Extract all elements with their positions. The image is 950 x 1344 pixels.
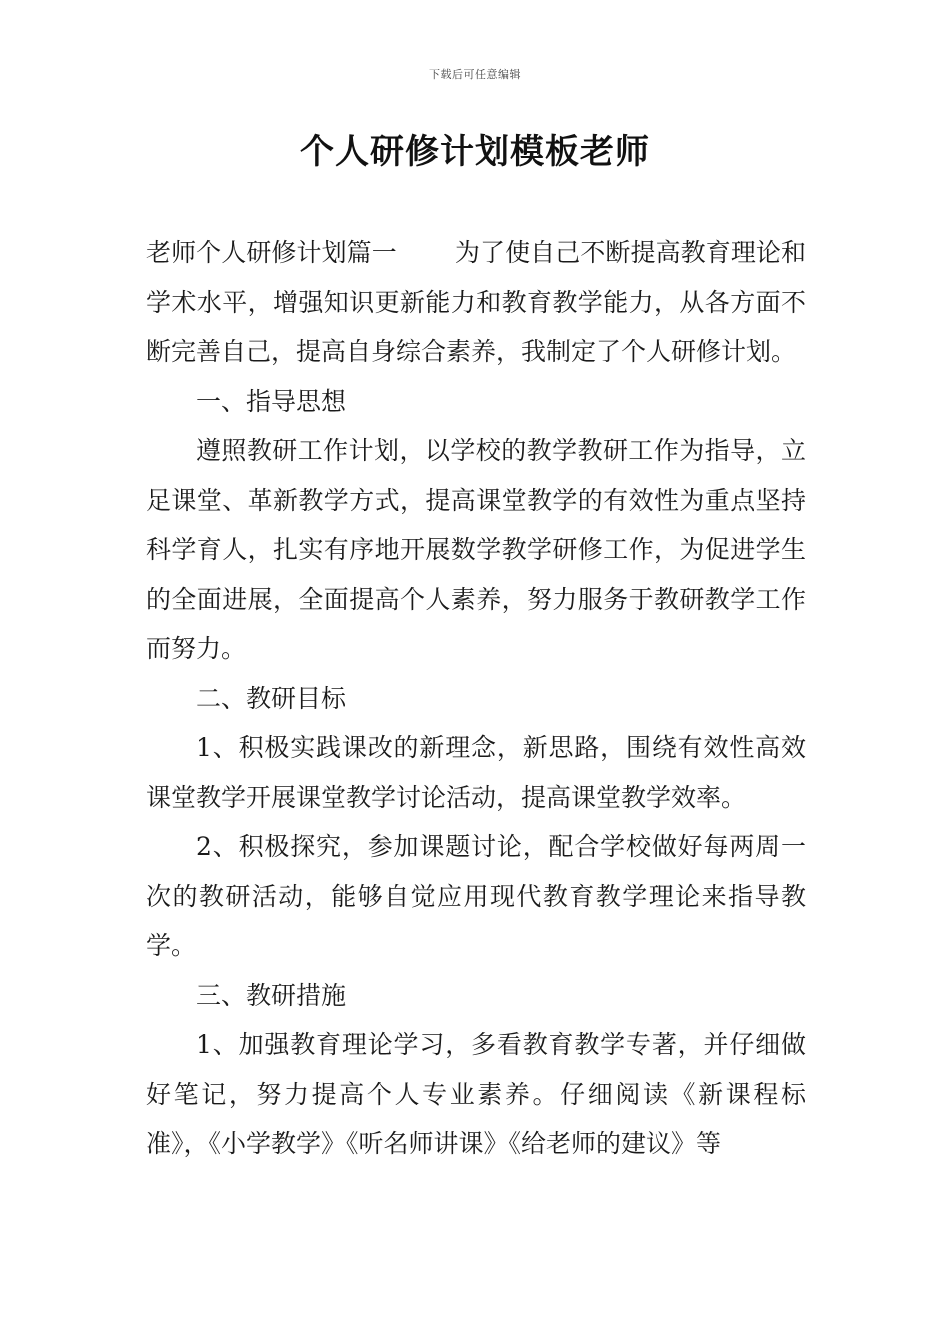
page-header-note: 下载后可任意编辑 [429, 68, 521, 81]
section-heading-guiding-thought: 一、指导思想 [196, 386, 347, 416]
research-goal-item-2: 2、积极探究，参加课题讨论，配合学校做好每两周一次的教研活动，能够自觉应用现代教育教学理论来指导教学。 [146, 832, 806, 960]
research-measure-item-1: 1、加强教育理论学习，多看教育教学专著，并仔细做好笔记，努力提高个人专业素养。仔细阅读《新课程标准》，《小学教学》《听名师讲课》《给老师的建议》等 [146, 1030, 806, 1158]
intro-text: 为了使自己不断提高教育理论和学术水平，增强知识更新能力和教育教学能力，从各方面不断完善自己，提高自身综合素养，我制定了个人研修计划。 [146, 238, 806, 366]
document-title: 个人研修计划模板老师 [300, 132, 650, 172]
intro-paragraph [146, 228, 806, 377]
section-body-guiding-thought: 遵照教研工作计划，以学校的教学教研工作为指导，立足课堂、革新教学方式，提高课堂教学的有效性为重点坚持科学育人，扎实有序地开展数学教学研修工作，为促进学生的全面进展，全面提高个人素养，努力服务于教研教学工作而努力。 [146, 436, 806, 663]
research-goal-item-1: 1、积极实践课改的新理念，新思路，围绕有效性高效课堂教学开展课堂教学讨论活动，提高课堂教学效率。 [146, 733, 806, 812]
section-heading-research-measures: 三、教研措施 [196, 980, 347, 1010]
intro-label: 老师个人研修计划篇一 [146, 238, 397, 267]
document-body [146, 228, 806, 1169]
section-heading-research-goals: 二、教研目标 [196, 683, 347, 713]
